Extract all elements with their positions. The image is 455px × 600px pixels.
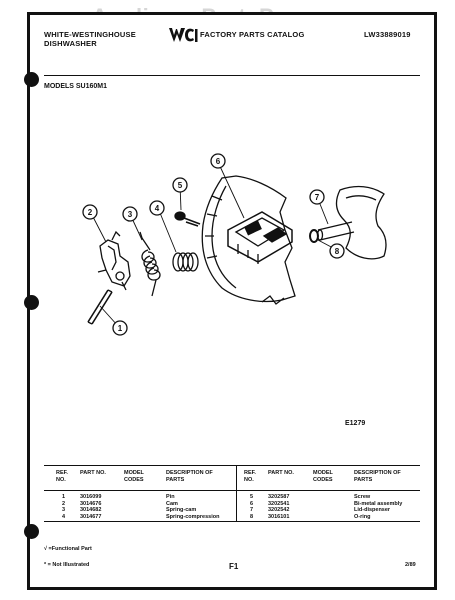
row-ref: 4 <box>62 513 66 520</box>
spring-cam-part <box>140 232 160 296</box>
functional-part-note: √ =Functional Part <box>44 546 92 552</box>
col-part-right: PART NO. <box>268 470 294 476</box>
callout-4-label: 4 <box>154 204 160 213</box>
col-ref-right: REF. NO. <box>244 470 256 483</box>
catalog-number: LW33889019 <box>364 30 411 39</box>
row-part-no: 3014677 <box>80 513 102 520</box>
row-part-no: 3202587 <box>268 494 290 500</box>
callout-1-label: 1 <box>117 324 123 333</box>
row-ref: 7 <box>250 507 254 513</box>
col-desc-left: DESCRIPTION OF PARTS <box>166 470 213 483</box>
catalog-title: FACTORY PARTS CATALOG <box>200 30 305 39</box>
row-description: Cam <box>166 500 178 507</box>
row-part-no: 3202542 <box>268 507 290 513</box>
table-center-divider <box>236 465 237 521</box>
col-code-right: MODEL CODES <box>313 470 333 483</box>
date-code: 2/89 <box>405 562 416 568</box>
col-desc-right: DESCRIPTION OF PARTS <box>354 470 401 483</box>
row-description: Spring-cam <box>166 507 197 513</box>
row-part-no: 3014682 <box>80 507 102 513</box>
row-description: Bi-metal assembly <box>354 500 403 507</box>
binder-hole-bottom <box>24 524 39 539</box>
callout-5-label: 5 <box>177 181 183 190</box>
table-top-rule <box>44 465 420 466</box>
row-description: Screw <box>354 494 371 500</box>
housing-inner-edge <box>212 186 236 288</box>
row-ref: 1 <box>62 494 66 500</box>
callout-2-label: 2 <box>87 208 93 217</box>
row-part-no: 3202541 <box>268 500 290 507</box>
figure-code: E1279 <box>345 420 366 427</box>
housing-outline <box>202 176 295 302</box>
brand-line-2: DISHWASHER <box>44 39 97 48</box>
row-ref: 6 <box>250 500 254 507</box>
row-ref: 3 <box>62 507 66 513</box>
spring-compression-part <box>173 253 198 271</box>
not-illustrated-note: * = Not Illustrated <box>44 562 90 568</box>
row-part-no: 3014676 <box>80 500 102 507</box>
col-part-left: PART NO. <box>80 470 106 476</box>
models-label: MODELS SU160M1 <box>44 83 108 90</box>
callout-7-label: 7 <box>314 193 320 202</box>
row-description: Lid-dispenser <box>354 507 391 513</box>
brand-line-1: WHITE-WESTINGHOUSE <box>44 30 136 39</box>
callout-3-label: 3 <box>127 210 133 219</box>
col-ref-left: REF. NO. <box>56 470 68 483</box>
table-bottom-rule <box>44 521 420 522</box>
o-ring-part <box>310 230 318 242</box>
cam-part <box>98 232 130 290</box>
row-ref: 8 <box>250 513 254 520</box>
row-description: Pin <box>166 494 175 500</box>
callout-8-label: 8 <box>334 247 340 256</box>
screw-part <box>175 212 200 226</box>
row-ref: 5 <box>250 494 254 500</box>
row-ref: 2 <box>62 500 66 507</box>
row-description: Spring-compression <box>166 513 220 520</box>
pin-part <box>88 290 112 324</box>
page-label: F1 <box>229 562 239 571</box>
row-part-no: 3016101 <box>268 513 290 520</box>
callout-6-label: 6 <box>215 157 221 166</box>
row-description: O-ring <box>354 513 371 520</box>
col-code-left: MODEL CODES <box>124 470 144 483</box>
row-part-no: 3016099 <box>80 494 102 500</box>
table-header-rule <box>44 490 420 491</box>
